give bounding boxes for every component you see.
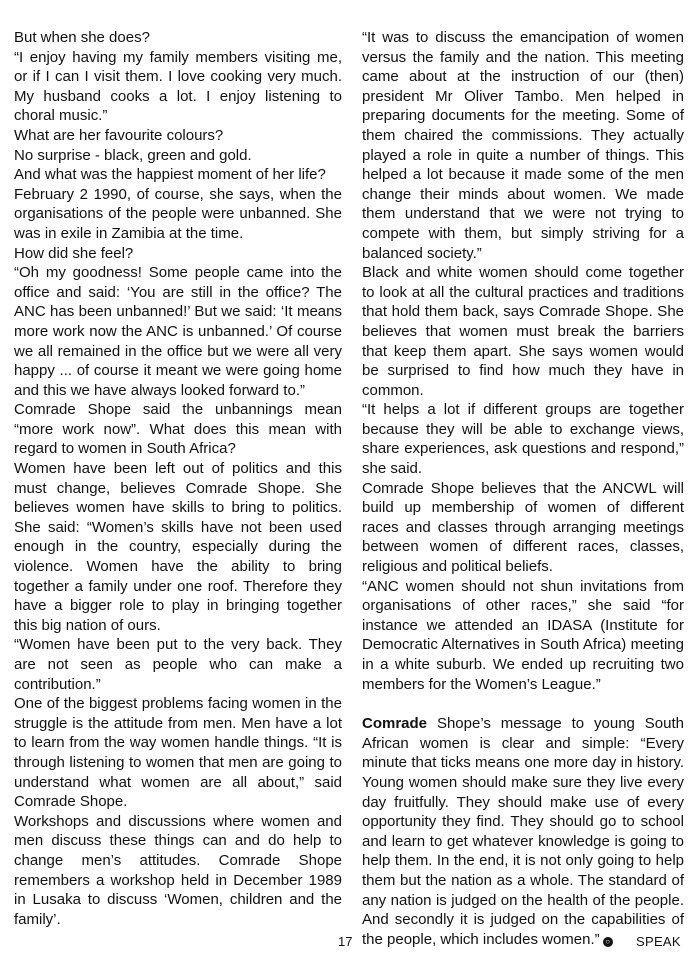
paragraph: But when she does? (14, 29, 150, 46)
publication-name: SPEAK (636, 934, 681, 949)
page-number: 17 (338, 934, 353, 949)
left-column (14, 28, 342, 929)
paragraph: How did she feel? (14, 244, 134, 262)
paragraph: “Women have been put to the very back. They are not seen as people who can make a contribution.” (14, 636, 342, 693)
paragraph: One of the biggest problems facing women in the struggle is the attitude from men. Men have a lot to learn from the way women handle things. “It is through listening to women that men are going to understand what women are all about,” said Comrade Shope. (14, 695, 342, 811)
paragraph: And what was the happiest moment of her life? (14, 166, 326, 184)
closing-lead-word: Comrade (362, 715, 428, 733)
paragraph: “ANC women should not shun invitations from organisations of other races,” she said “for instance we attended an IDASA (Institute for Democratic Alternatives in South Africa) meeting in a white suburb. We ended up recruiting two members for the Women’s League.” (362, 577, 684, 693)
paragraph: Black and white women should come together to look at all the cultural practices and traditions that hold them back, says Comrade Shope. She believes that women must break the barriers that keep them apart. She says women would be surprised to find how much they have in common. (362, 264, 684, 399)
right-column (362, 28, 684, 949)
paragraph: No surprise - black, green and gold. (14, 146, 252, 164)
paragraph: Comrade Shope believes that the ANCWL will build up membership of women of different races and classes through arranging meetings between women of different races, classes, religious and political beliefs. (362, 479, 684, 576)
paragraph: “It was to discuss the emancipation of women versus the family and the nation. This meeting came about at the instruction of our (then) president Mr Oliver Tambo. Men helped in preparing documents for the meeting. Some of them chaired the commissions. They actually played a role in quite a number of things. This helped a lot because it made some of the men change their minds about women. We made them understand that we were not trying to compete with them, but simply striving for a balanced society.” (362, 29, 684, 262)
paragraph: Workshops and discussions where women and men discuss these things can and do help to change men’s attitudes. Comrade Shope remembers a workshop held in December 1989 in Lusaka to discuss ‘Women, children and the family’. (14, 812, 342, 928)
paragraph: February 2 1990, of course, she says, when the organisations of the people were unbanned. She was in exile in Zamibia at the time. (14, 185, 342, 242)
paragraph: Comrade Shope said the unbannings mean “more work now”. What does this mean with regard to women in South Africa? (14, 401, 342, 458)
paragraph: “I enjoy having my family members visiting me, or if I can I visit them. I love cooking very much. My husband cooks a lot. I enjoy listening to choral music.” (14, 48, 342, 125)
section-spacer (362, 694, 684, 714)
paragraph: Women have been left out of politics and this must change, believes Comrade Shope. She believes women have skills to bring to politics. She said: “Women’s skills have not been used enough in the country, especially during the violence. Women have the ability to bring together a family under one roof. Therefore they have a bigger role to play in bringing together this big nation of ours. (14, 460, 342, 634)
closing-paragraph (362, 714, 684, 949)
paragraph: “Oh my goodness! Some people came into the office and said: ‘You are still in the office? The ANC has been unbanned!’ But we said: ‘It means more work now the ANC is unbanned.’ Of course we all remained in the office but we were all very happy ... of course it meant we were going home and this we have always looked forward to.” (14, 264, 342, 399)
paragraph: “It helps a lot if different groups are together because they will be able to exchange views, share experiences, ask questions and respond,” she said. (362, 401, 684, 478)
paragraph: What are her favourite colours? (14, 126, 224, 144)
closing-text: Shope’s message to young South African women is clear and simple: “Every minute that ticks means one more day in history. Young women should make sure they live every day fruitfully. They should make use of every opportunity they find. They should go to school and learn to get whatever knowledge is going to help them. In the end, it is not only going to help them but the nation as a whole. The standard of any nation is judged on the health of the people. And secondly it is judged on the capabilities of the people, which includes women.” (362, 715, 684, 948)
circled-end-mark-icon: ○ (603, 937, 613, 947)
